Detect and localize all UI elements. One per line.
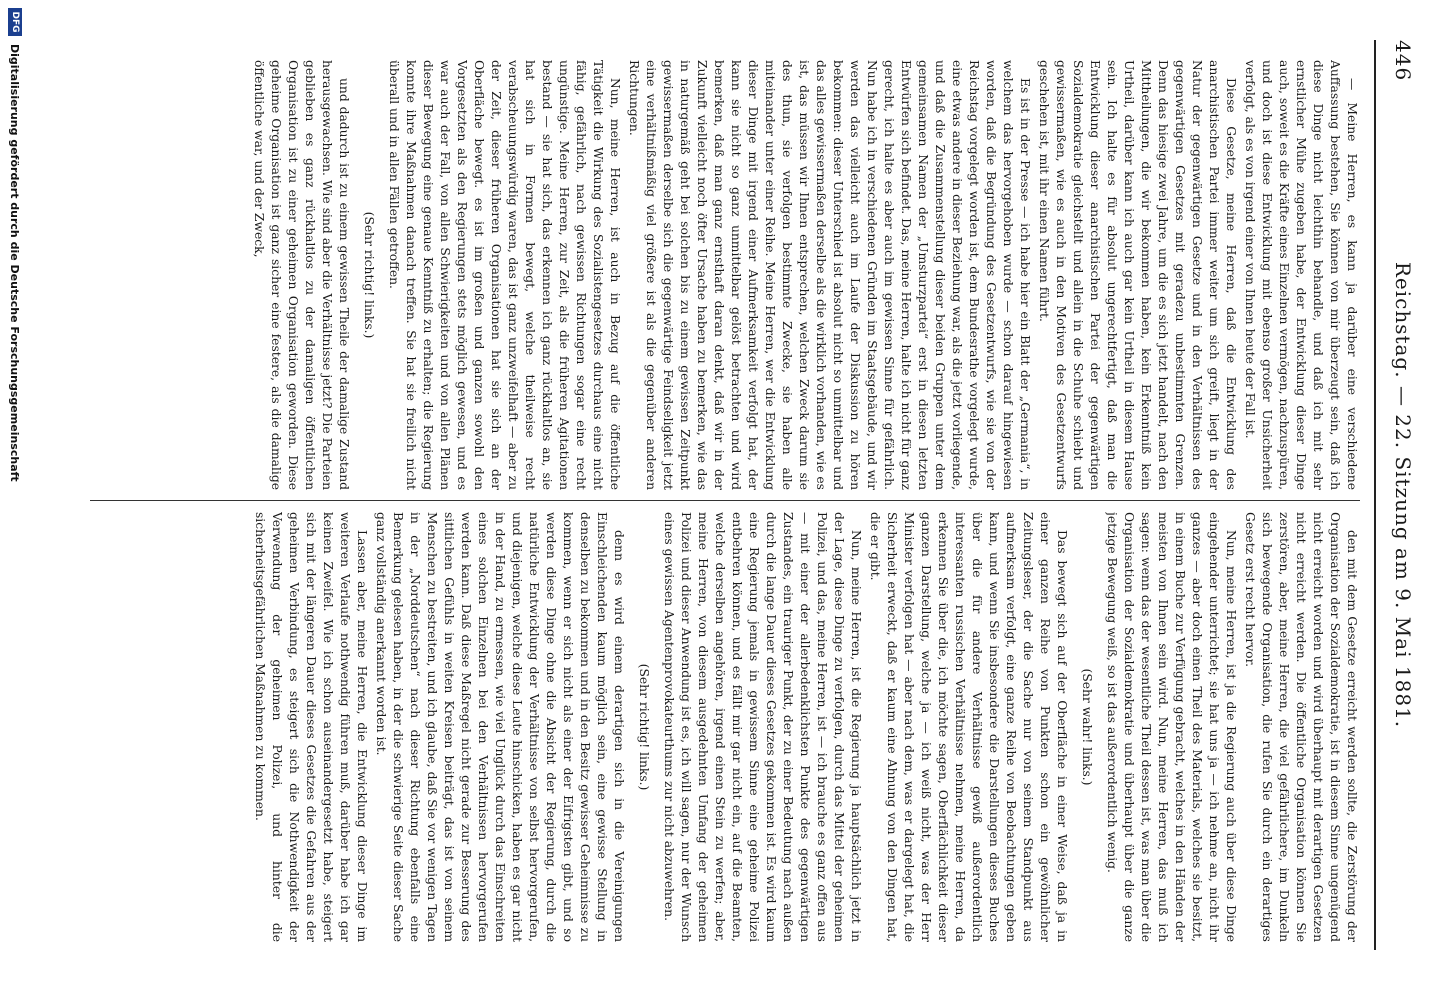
paragraph: Es ist in der Presse — ich habe hier ein Blatt der „Germania“, in welchem das hervorgehoben wurde — schon darauf hingewiesen worden, daß die Begründung des Gesetzentwurfs, wie sie von der Reichstag vorgelegt worden ist, dem Bundesrathe vorgelegt wurde, eine etwas andere in dieser Beziehung war, als die jetzt vorliegende, und daß die Zusammenstellung dieser beiden Gruppen unter dem gemeinsamen Namen der „Umsturzpartei“ erst in diesen letzten Entwürfen sich befindet. Das, meine Herren, halte ich nicht für ganz gerecht, ich halte es aber auch im gewissen Sinne für gefährlich. Nun habe ich in verschiedenen Gründen im Staatsgebäude, und wir werden das vielleicht auch im Laufe der Diskussion zu hören bekommen: dieser Unterschied ist absolut nicht so unmittelbar und das alles gewissermaßen derselbe als die wirklich vorhanden, wie es ist, das müssen wir Ihnen entsprechen, welchen Zweck darum sie des thun, sie verfolgen bestimmte Zwecke, sie haben alle miteinander unter einer Reihe. Meine Herren, wer die Entwicklung dieser Dinge mit irgend einer Aufmerksamkeit verfolgt hat, der kann sie nicht so ganz unmittelbar gelöst betrachten und wird bemerken, daß man ganz ernsthaft daran denkt, daß wir in der Zukunft vielleicht noch öfter Ursache haben zu bemerken, wie das in naturgemäß geht bei solchen bis zu einem gewissen Zeitpunkt gewissermaßen derselbe sich die gegenwärtige Feindseligkeit jetzt eine verhältnißmäßig viel größere ist als die gegenüber anderen Richtungen.	[627, 60, 1032, 490]
footer-credit: Digitalisierung gefördert durch die Deutsche Forschungsgemeinschaft	[8, 44, 22, 482]
interjection: (Sehr wahr! links.)	[1080, 668, 1094, 786]
right-column	[75, 512, 1360, 942]
paragraph: Nun, meine Herren, ist auch in Bezug auf die öffentliche Tätigkeit die Wirkung des Sozialistengesetzes durchaus eine nicht fähig, gefährlich, nach gewissen Richtungen sogar eine recht ungünstige. Meine Herren, zur Zeit, als die früheren Agitationen bestand — sie hat sich, das erkennen ich ganz rückhaltlos an, sie hat sich in Formen bewegt, welche theilweise recht verabscheuungswürdig waren, das ist ganz unzweifelhaft — aber zu der Zeit, dieser früheren Organisationen hat sie sich an der Oberfläche bewegt. es ist im großen und ganzen sowohl den Vorgesetzten als den Regierungen stets möglich gewesen, und es war auch der Fall, von allen Schwierigkeiten und von allen Plänen dieser Bewegung eine genaue Kenntniß zu erhalten; die Regierung konnte ihre Maßnahmen danach treffen. Sie hat sie freilich nicht überall und in allen Fällen getroffen.	[387, 60, 622, 490]
header-divider	[1374, 40, 1376, 950]
paragraph: Das bewegt sich auf der Oberfläche in einer Weise, daß ja in einer ganzen Reihe von Punkten schon ein gewöhnlicher Zeitungsleser, der die Sache nur von seinem Standpunkt aus aufmerksam verfolgt, eine ganze Reihe von Beobachtungen geben kann, und wenn Sie insbesondere die Darstellungen dieses Buches über die für andere Verhältnisse gewiß außerordentlich interessanten russischen Verhältnisse nehmen, meine Herren, da erkennen Sie über die, ich möchte sagen, Oberflächlichkeit dieser ganzen Darstellung, welche ja — ich weiß nicht, was der Herr Minister verfolgen hat — aber nach dem, was er dargelegt hat, die Sicherheit erweckt, daß er kaum eine Ahnung von den Dingen hat, die er gibt.	[868, 512, 1069, 942]
interjection: (Sehr richtig! links.)	[362, 211, 376, 339]
paragraph: Nun, meine Herren, ist die Regierung ja hauptsächlich jetzt in der Lage, diese Dinge zu verfolgen, durch das Mittel der geheimen Polizei, und das, meine Herren, ist — ich brauche es ganz offen aus — mit einer der allerbedenklichsten Punkte des gegenwärtigen Zustandes, ein trauriger Punkt, der zu einer Bedeutung nach außen durch die lange Dauer dieses Gesetzes gekommen ist. Es wird kaum eine Regierung jemals in gewissem Sinne eine geheime Polizei entbehren können, und es fällt mir gar nicht ein, auf die Beamten, welche derselben angehören, irgend einen Stein zu werfen; aber, meine Herren, von diesem ausgedehnten Umfang der geheimen Polizei und dieser Anwendung ist es, ich will sagen, nur der Wunsch eines gewissen Agentenprovokateurthums zur nicht abzuwehren.	[662, 512, 863, 942]
paragraph: — Meine Herren, es kann ja darüber eine verschiedene Auffassung bestehen, Sie können von mir überzeugt sein, daß ich diese Dinge nicht leichthin behandle, und daß ich mit sehr ernstlicher Mühe zugeben habe, der Entwicklung dieser Dinge auch, soweit es die Kräfte eines Einzelnen vermögen, nachzuspüren, und doch ist diese Entwicklung mit ebenso großer Unsicherheit verfolgt, als es von irgend einer von Ihnen heute der Fall ist.	[1243, 60, 1359, 490]
page-header	[1386, 40, 1420, 950]
digitization-footer	[6, 0, 24, 1000]
left-column	[75, 60, 1360, 490]
paragraph: Diese Gesetze, meine Herren, daß die Entwicklung des anarchistischen Partei immer weiter um sich greift, liegt in der Natur der gegenwärtigen Gesetze und in den Verhältnissen des gegenwärtigen Gesetzes mit geradezu unbestimmten Grenzen. Denn das hiesige zwei Jahre, um die es sich jetzt handelt, nach den Mittheilungen, die wir bekommen haben, kein Erkenntniß kein Urtheil, darüber kann ich auch gar kein Urtheil in diesem Hause sein. Ich halte es für absolut ungerechtfertigt, daß man die Entwicklung dieser anarchistischen Partei der gegenwärtigen Sozialdemokratie gleichstellt und allein in die Schuhe schiebt und gewissermaßen, wie es auch in den Motiven des Gesetzentwurfs geschehen ist, mit ihr einen Namen führt.	[1037, 60, 1238, 490]
paragraph: denn es wird einem derartigen sich in die Vereinigungen Einschleichenden kaum möglich sein, eine gewisse Stellung in denselben zu bekommen und in den Besitz gewisser Geheimnisse zu kommen, wenn er sich nicht als einer der Eifrigsten gibt, und so werden diese Dinge ohne die Absicht der Regierung, durch die natürliche Entwicklung der Verhältnisse von selbst hervorgerufen, und diejenigen, welche diese Leute hinschicken, haben es gar nicht in der Hand, zu ermessen, wie viel Unglück durch das Einschreiten eines solchen Einzelnen bei den Verhältnissen hervorgerufen werden kann. Daß diese Maßregel nicht gerade zur Besserung des sittlichen Gefühls in weiten Kreisen beiträgt, das ist von seinem Menschen zu bestreiten, und ich glaube, daß Sie vor wenigen Tagen in der „Norddeutschen“ nach dieser Richtung ebenfalls eine Bemerkung gelesen haben, in der die schwierige Seite dieser Sache ganz vollständig anerkannt worden ist.	[374, 512, 626, 942]
paragraph: Nun, meine Herren, ist ja die Regierung auch über diese Dinge eingehender unterrichtet; sie hat uns ja — ich nehme an, nicht ihr ganzes — aber doch einen Theil des Materials, welches sie besitzt, in einem Buche zur Verfügung gebracht, welches in den Händen der meisten von Ihnen sein wird. Nun, meine Herren, das muß ich sagen: wenn das der wesentliche Theil dessen ist, was man über die Organisation der Sozialdemokratie und überhaupt über die ganze jetzige Bewegung weiß, so ist das außerordentlich wenig.	[1105, 512, 1238, 942]
column-divider	[90, 500, 1360, 501]
page-number: 446	[1391, 40, 1415, 82]
dfg-logo-icon: DFG	[8, 8, 22, 36]
interjection: (Sehr richtig! links.)	[637, 663, 651, 791]
paragraph: Lassen aber, meine Herren, die Entwicklung dieser Dinge im weiteren Verlaufe nothwendig führen muß, darüber habe ich gar keinen Zweifel. Wie ich schon auseinandergesetzt habe, steigert sich mit der längeren Dauer dieses Gesetzes die Gefahren aus der geheimen Verbindung, es steigert sich die Nothwendigkeit der Verwendung der geheimen Polizei, und hinter die sicherheitsgefährlichen Maßnahmen zu kommen.	[253, 512, 369, 942]
paragraph: den mit dem Gesetze erreicht werden sollte, die Zerstörung der Organisation der Sozialdemokratie, ist in diesem Sinne ungenügend nicht erreicht worden und wird überhaupt mit derartigen Gesetzen nicht erreicht werden. Die öffentliche Organisation können Sie zerstören, aber, meine Herren, die viel gefährlichere, im Dunkeln sich bewegende Organisation, die rufen Sie durch ein derartiges Gesetz erst recht hervor.	[1243, 512, 1359, 942]
paragraph: und dadurch ist zu einem gewissen Theile der damalige Zustand herausgewachsen. Wie sind aber die Verhältnisse jetzt? Die Parteien geblieben es ganz rückhaltlos zu der damaligen öffentlichen Organisation ist zu einer geheimen Organisation geworden. Diese geheime Organisation ist ganz sicher eine festere, als die damalige öffentliche war, und der Zweck,	[252, 60, 351, 490]
page-title: Reichstag. — 22. Sitzung am 9. Mai 1881.	[1391, 261, 1415, 729]
